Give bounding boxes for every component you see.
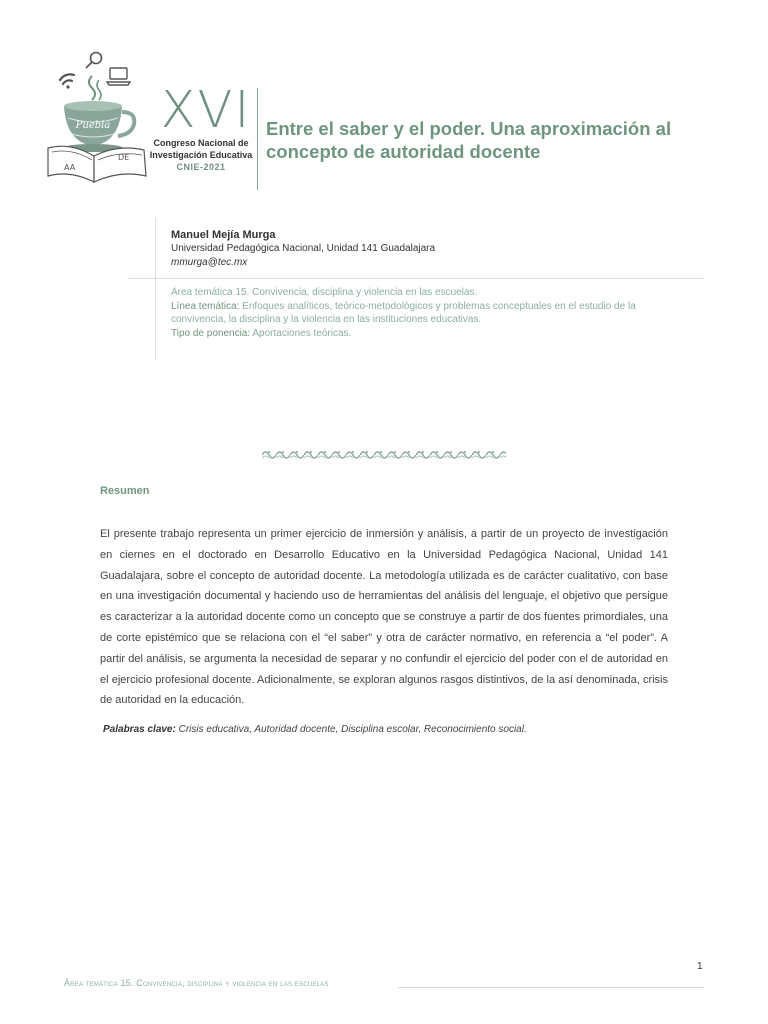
congress-name (146, 137, 256, 173)
congress-logo-icon (44, 48, 154, 188)
abstract-body: El presente trabajo representa un primer ejercicio de inmersión y análisis, a partir de un proyecto de investigación en ciernes en el doctorado en Desarrollo Educativo en la Universidad Pedagógica Nacional, Unidad 141 Guadalajara, sobre el concepto de autoridad docente. La metodología utilizada es de carácter cualitativo, con base en una investigación documental y haciendo uso de herramientas del análisis del lenguaje, el objetivo que persigue es caracterizar a la autoridad docente como un concepto que se construye a partir de dos fuentes primordiales, una de corte epistémico que se relaciona con el “el saber” y otra de carácter normativo, en referencia a “el poder”. A partir del análisis, se argumenta la necesidad de separar y no confundir el ejercicio del poder con el de autoridad en el ejercicio profesional docente. Adicionalmente, se exploran algunos rasgos distintivos, de la así denominada, crisis de autoridad en la educación. (100, 528, 668, 707)
abstract-heading: Resumen (100, 485, 150, 497)
congress-line-3: CNIE-2021 (176, 162, 226, 172)
congress-line-2: Investigación Educativa (149, 150, 253, 160)
congress-numeral: XVI (160, 81, 252, 140)
keywords (103, 724, 703, 735)
author-block-rule (128, 278, 704, 279)
linea-tematica-value: Enfoques analíticos, teórico-metodológicos y problemas conceptuales en el estudio de la convivencia, la disciplina y la violencia en las instituciones educativas. (171, 300, 636, 325)
cup-label: Puebla (75, 120, 111, 131)
area-tematica-label: Área temática 15. (171, 287, 250, 298)
area-tematica-value: Convivencia, disciplina y violencia en las escuelas. (249, 287, 478, 298)
keywords-label: Palabras clave: (103, 724, 176, 735)
linea-tematica-label: Línea temática: (171, 300, 240, 312)
header-divider (257, 88, 258, 190)
steam-icon (89, 76, 95, 100)
book-text-left: AA (64, 163, 76, 172)
tipo-ponencia-value: Aportaciones teóricas. (250, 327, 352, 339)
tipo-ponencia-label: Tipo de ponencia: (171, 327, 251, 339)
magnifier-icon (86, 53, 102, 69)
area-tematica-line (171, 286, 671, 300)
author-affiliation: Universidad Pedagógica Nacional, Unidad 141 Guadalajara (171, 243, 436, 254)
author-name: Manuel Mejía Murga (171, 229, 276, 241)
congress-line-1: Congreso Nacional de (153, 138, 249, 148)
paper-metadata (171, 286, 671, 340)
linea-tematica-line (171, 300, 671, 327)
book-text-right: DE (118, 153, 130, 162)
wifi-icon (60, 74, 74, 88)
keywords-value: Crisis educativa, Autoridad docente, Disciplina escolar, Reconocimiento social. (175, 724, 527, 735)
footer-area-text: Área temática 15. Convivencia, disciplina y violencia en las escuelas (64, 978, 329, 988)
paper-title: Entre el saber y el poder. Una aproximación al concepto de autoridad docente (266, 118, 672, 162)
cup-icon (63, 101, 134, 152)
laptop-icon (107, 68, 130, 85)
footer-rule (398, 987, 704, 988)
author-email[interactable]: mmurga@tec.mx (171, 257, 248, 268)
page-number: 1 (697, 961, 703, 972)
tipo-ponencia-line (171, 327, 671, 341)
ornament-divider-icon (262, 449, 506, 461)
author-block-divider (155, 218, 156, 360)
